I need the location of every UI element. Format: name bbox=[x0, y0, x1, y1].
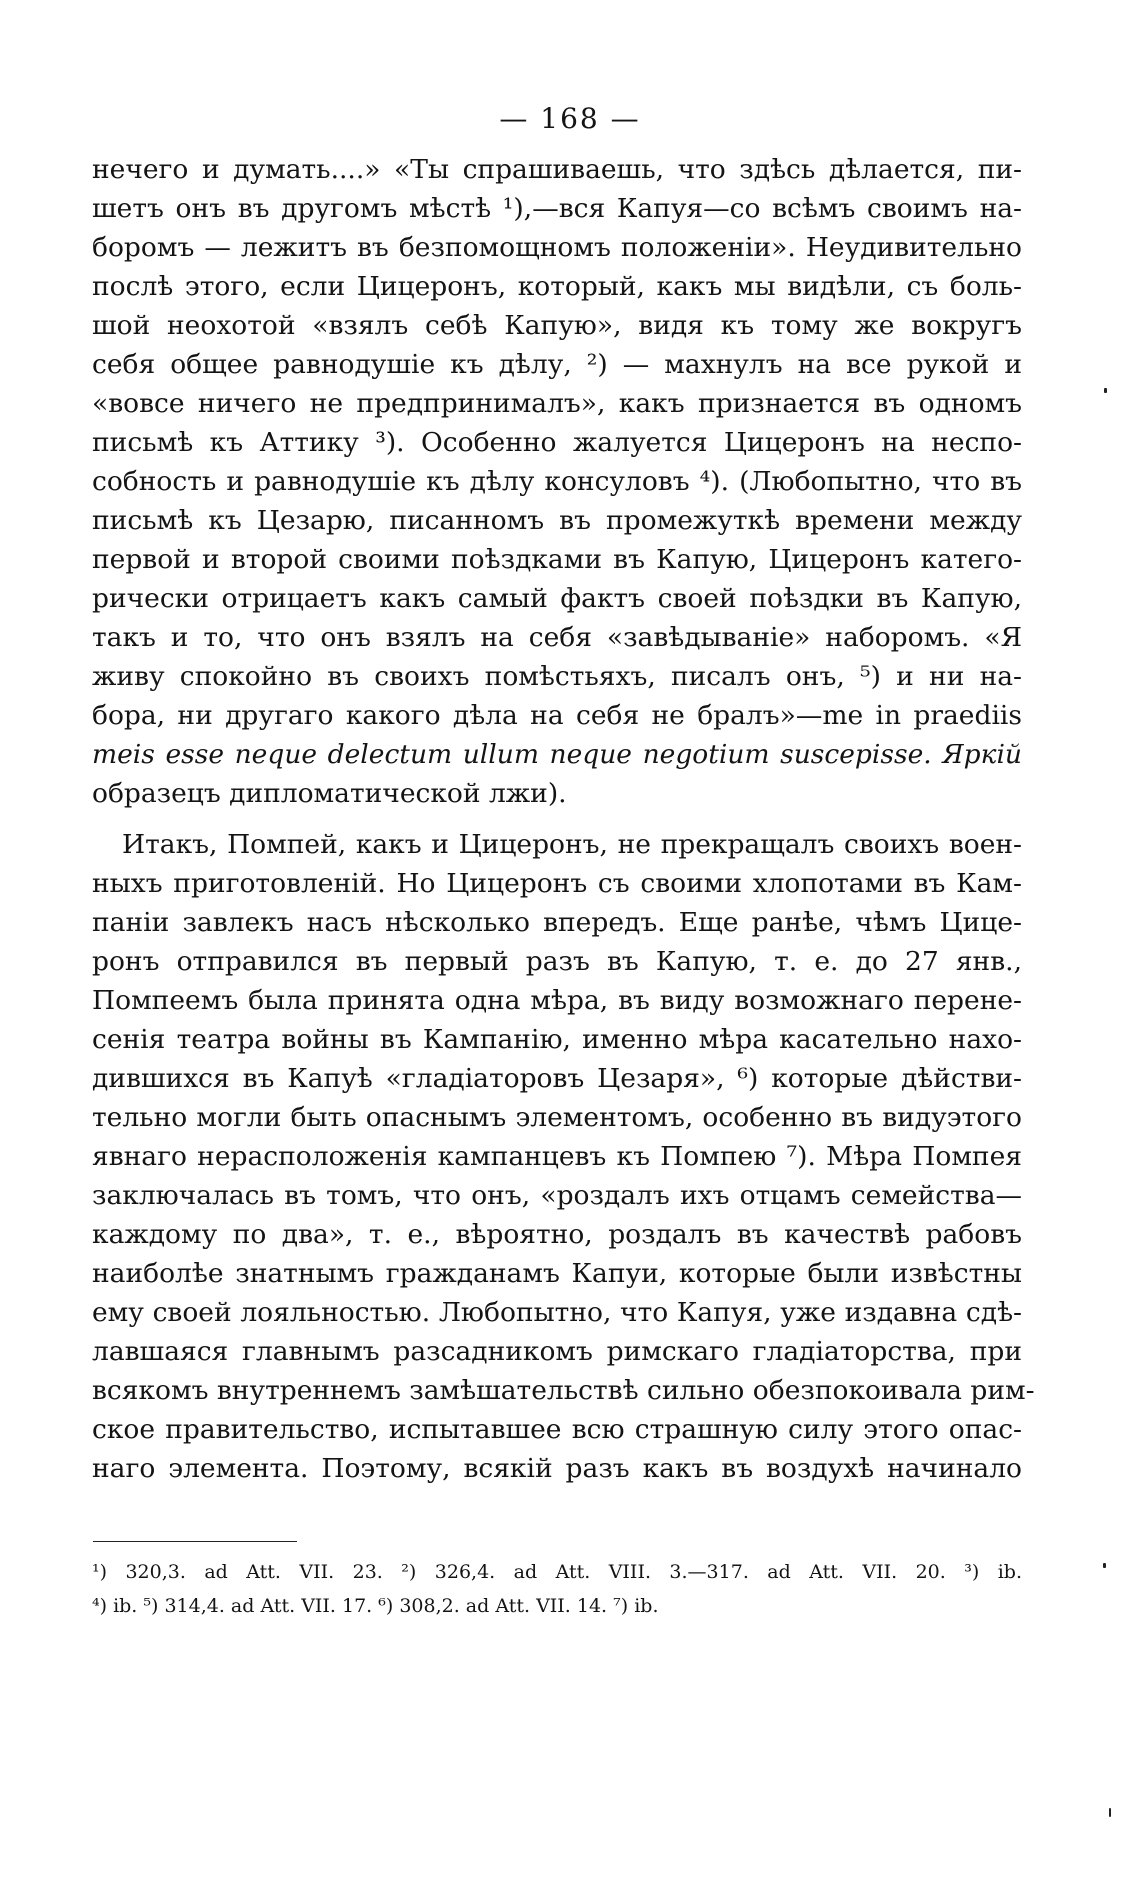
scan-speck bbox=[1104, 388, 1107, 393]
footnote-separator bbox=[93, 1541, 297, 1542]
text-line: шетъ онъ въ другомъ мѣстѣ ¹),—вся Капуя—со всѣмъ своимъ на- bbox=[92, 193, 1022, 224]
text-line: ское правительство, испытавшее всю страшную силу этого опас- bbox=[92, 1414, 1022, 1445]
text-line: наиболѣе знатнымъ гражданамъ Капуи, которые были извѣстны bbox=[92, 1258, 1022, 1289]
text-line: «вовсе ничего не предпринималъ», какъ признается въ одномъ bbox=[92, 388, 1022, 419]
text-line: наго элемента. Поэтому, всякій разъ какъ въ воздухѣ начинало bbox=[92, 1453, 1022, 1484]
text-line: боромъ — лежитъ въ безпомощномъ положеніи». Неудивительно bbox=[92, 232, 1022, 263]
text-line: шой неохотой «взялъ себѣ Капую», видя къ тому же вокругъ bbox=[92, 310, 1022, 341]
text-line: ныхъ приготовленій. Но Цицеронъ съ своими хлопотами въ Кам- bbox=[92, 868, 1022, 899]
latin-quote-line: meis esse neque delectum ullum neque negotium suscepisse. Яркій bbox=[92, 739, 1022, 770]
scan-speck bbox=[1109, 1808, 1111, 1817]
text-line: явнаго нерасположенія кампанцевъ къ Помпею ⁷). Мѣра Помпея bbox=[92, 1141, 1022, 1172]
text-line: дившихся въ Капуѣ «гладіаторовъ Цезаря», ⁶) которые дѣйстви- bbox=[92, 1063, 1022, 1094]
text-line: Помпеемъ была принята одна мѣра, въ виду возможнаго перене- bbox=[92, 985, 1022, 1016]
text-line: нечего и думать....» «Ты спрашиваешь, что здѣсь дѣлается, пи- bbox=[92, 154, 1022, 185]
footnotes bbox=[92, 1555, 1022, 1623]
text-line: паніи завлекъ насъ нѣсколько впередъ. Еще ранѣе, чѣмъ Цице- bbox=[92, 907, 1022, 938]
text-line: заключалась въ томъ, что онъ, «роздалъ ихъ отцамъ семейства— bbox=[92, 1180, 1022, 1211]
footnote-line: ⁴) ib. ⁵) 314,4. ad Att. VII. 17. ⁶) 308,2. ad Att. VII. 14. ⁷) ib. bbox=[92, 1595, 659, 1617]
footnote-line: ¹) 320,3. ad Att. VII. 23. ²) 326,4. ad Att. VIII. 3.—317. ad Att. VII. 20. ³) ib. bbox=[92, 1561, 1022, 1583]
body-text bbox=[92, 150, 1035, 1488]
text-line: такъ и то, что онъ взялъ на себя «завѣдываніе» наборомъ. «Я bbox=[92, 622, 1022, 653]
text-line: послѣ этого, если Цицеронъ, который, какъ мы видѣли, съ боль- bbox=[92, 271, 1022, 302]
scan-speck bbox=[1103, 1563, 1106, 1568]
text-line: ронъ отправился въ первый разъ въ Капую, т. е. до 27 янв., bbox=[92, 946, 1022, 977]
text-line: каждому по два», т. е., вѣроятно, роздалъ въ качествѣ рабовъ bbox=[92, 1219, 1022, 1250]
text-line: ему своей лояльностью. Любопытно, что Капуя, уже издавна сдѣ- bbox=[92, 1297, 1022, 1328]
text-line: рически отрицаетъ какъ самый фактъ своей поѣздки въ Капую, bbox=[92, 583, 1022, 614]
text-line: живу спокойно въ своихъ помѣстьяхъ, писалъ онъ, ⁵) и ни на- bbox=[92, 661, 1022, 692]
text-line: себя общее равнодушіе къ дѣлу, ²) — махнулъ на все рукой и bbox=[92, 349, 1022, 380]
text-line: собность и равнодушіе къ дѣлу консуловъ ⁴). (Любопытно, что въ bbox=[92, 466, 1022, 497]
text-line: тельно могли быть опаснымъ элементомъ, особенно въ видуэтого bbox=[92, 1102, 1022, 1133]
text-line: первой и второй своими поѣздками въ Капую, Цицеронъ катего- bbox=[92, 544, 1022, 575]
text-line: сенія театра войны въ Кампанію, именно мѣра касательно нахо- bbox=[92, 1024, 1022, 1055]
paragraph-1 bbox=[92, 150, 1022, 813]
text-line: письмѣ къ Цезарю, писанномъ въ промежуткѣ времени между bbox=[92, 505, 1022, 536]
page-number: — 168 — bbox=[499, 102, 641, 135]
text-line: письмѣ къ Аттику ³). Особенно жалуется Цицеронъ на неспо- bbox=[92, 427, 1022, 458]
text-line: лавшаяся главнымъ разсадникомъ римскаго гладіаторства, при bbox=[92, 1336, 1022, 1367]
text-line: всякомъ внутреннемъ замѣшательствѣ сильно обезпокоивала рим- bbox=[92, 1375, 1035, 1406]
text-line: Итакъ, Помпей, какъ и Цицеронъ, не прекращалъ своихъ воен- bbox=[122, 829, 1022, 860]
paragraph-2 bbox=[92, 825, 1035, 1488]
text-line: образецъ дипломатической лжи). bbox=[92, 778, 567, 809]
text-line: бора, ни другаго какого дѣла на себя не бралъ»—me in praediis bbox=[92, 700, 1022, 731]
